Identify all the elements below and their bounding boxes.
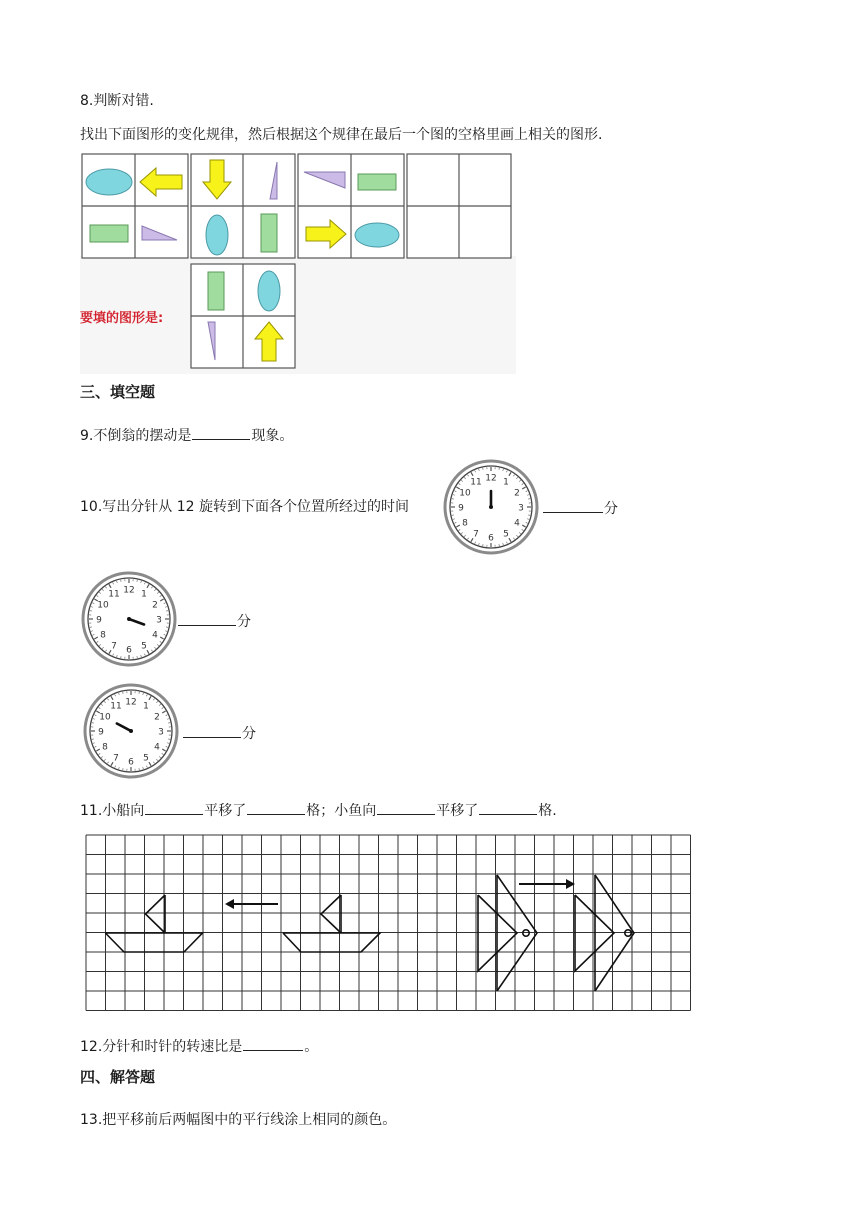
q11-blank-fish-direction[interactable] [377, 800, 435, 815]
clock-number: 10 [99, 712, 111, 723]
ellipse-shape [258, 271, 280, 311]
clock-number: 11 [110, 701, 122, 712]
q11-part-5: 格. [538, 803, 557, 819]
question-12 [80, 1036, 318, 1056]
q10-blank-1[interactable] [543, 498, 603, 513]
q9-blank[interactable] [192, 425, 250, 440]
clock-number: 8 [462, 518, 468, 529]
clock-number: 2 [514, 488, 520, 499]
boat-before [105, 895, 202, 952]
question-11 [80, 800, 557, 820]
q11-part-3: 格；小鱼向 [306, 803, 377, 819]
q10-unit-1: 分 [604, 501, 618, 517]
clock-number: 9 [98, 727, 104, 738]
q11-blank-boat-direction[interactable] [145, 800, 203, 815]
q11-grid-figure [85, 834, 697, 1014]
rectangle-shape [358, 174, 396, 190]
clock-number: 1 [143, 701, 149, 712]
q8-pattern-figure [80, 152, 516, 374]
ellipse-shape [206, 215, 228, 255]
q10-blank-3[interactable] [183, 723, 241, 738]
q11-part-1: 11.小船向 [80, 803, 145, 819]
clock-number: 3 [156, 615, 162, 626]
clock-number: 6 [488, 533, 494, 544]
clock-number: 11 [108, 589, 120, 600]
clock-number: 11 [470, 477, 482, 488]
pattern-group-2 [191, 154, 295, 258]
clock-number: 5 [143, 753, 149, 764]
clock-number: 9 [96, 615, 102, 626]
pattern-group-4-empty [407, 154, 511, 258]
clock-number: 5 [503, 529, 509, 540]
ellipse-shape [355, 223, 399, 247]
clock-number: 8 [102, 742, 108, 753]
clock-number: 6 [128, 757, 134, 768]
rectangle-shape [208, 272, 224, 310]
answer-shapes-group [191, 264, 295, 368]
q8-title: 8.判断对错. [80, 93, 154, 109]
section-4-title: 四、解答题 [80, 1068, 156, 1086]
q11-part-4: 平移了 [436, 803, 479, 819]
q9-text-after: 现象。 [251, 428, 294, 444]
clock-2 [80, 571, 178, 667]
clock-number: 2 [154, 712, 160, 723]
clock-3 [82, 683, 180, 779]
clock-number: 10 [459, 488, 471, 499]
pattern-group-3 [298, 154, 404, 258]
clock-number: 7 [113, 753, 119, 764]
q11-part-2: 平移了 [204, 803, 247, 819]
q9-text-before: 9.不倒翁的摆动是 [80, 428, 192, 444]
fish-arrow-right [519, 879, 575, 889]
answer-label: 要填的图形是: [80, 311, 164, 326]
q10-answer-2 [177, 611, 251, 631]
q11-blank-boat-steps[interactable] [247, 800, 305, 815]
clock-number: 5 [141, 641, 147, 652]
question-13: 13.把平移前后两幅图中的平行线涂上相同的颜色。 [80, 1112, 397, 1128]
boat-after [283, 895, 380, 952]
clock-number: 4 [514, 518, 520, 529]
clock-number: 10 [97, 600, 109, 611]
q10-unit-2: 分 [237, 614, 251, 630]
clock-number: 7 [111, 641, 117, 652]
clock-number: 1 [141, 589, 147, 600]
question-9 [80, 425, 293, 445]
q10-prompt: 10.写出分针从 12 旋转到下面各个位置所经过的时间 [80, 499, 409, 515]
clock-number: 4 [152, 630, 158, 641]
clock-number: 12 [123, 585, 135, 596]
clock-number: 6 [126, 645, 132, 656]
clock-1 [442, 459, 540, 555]
q10-unit-3: 分 [242, 726, 256, 742]
section-3-title: 三、填空题 [80, 383, 156, 401]
ellipse-shape [86, 169, 132, 195]
q12-text-after: 。 [304, 1039, 319, 1055]
pattern-group-1 [82, 154, 188, 258]
clock-number: 3 [518, 503, 524, 514]
clock-number: 3 [158, 727, 164, 738]
clock-number: 12 [485, 473, 497, 484]
clock-number: 7 [473, 529, 479, 540]
q8-prompt: 找出下面图形的变化规律，然后根据这个规律在最后一个图的空格里画上相关的图形. [80, 127, 603, 143]
q10-answer-1 [542, 498, 618, 518]
boat-arrow-left [225, 899, 278, 909]
clock-number: 2 [152, 600, 158, 611]
clock-number: 8 [100, 630, 106, 641]
rectangle-shape [261, 214, 277, 252]
clock-number: 4 [154, 742, 160, 753]
q12-blank[interactable] [243, 1036, 303, 1051]
rectangle-shape [90, 225, 128, 242]
clock-number: 9 [458, 503, 464, 514]
clock-number: 12 [125, 697, 137, 708]
q10-answer-3 [182, 723, 256, 743]
q12-text-before: 12.分针和时针的转速比是 [80, 1039, 243, 1055]
clock-number: 1 [503, 477, 509, 488]
q10-blank-2[interactable] [178, 611, 236, 626]
q11-blank-fish-steps[interactable] [479, 800, 537, 815]
